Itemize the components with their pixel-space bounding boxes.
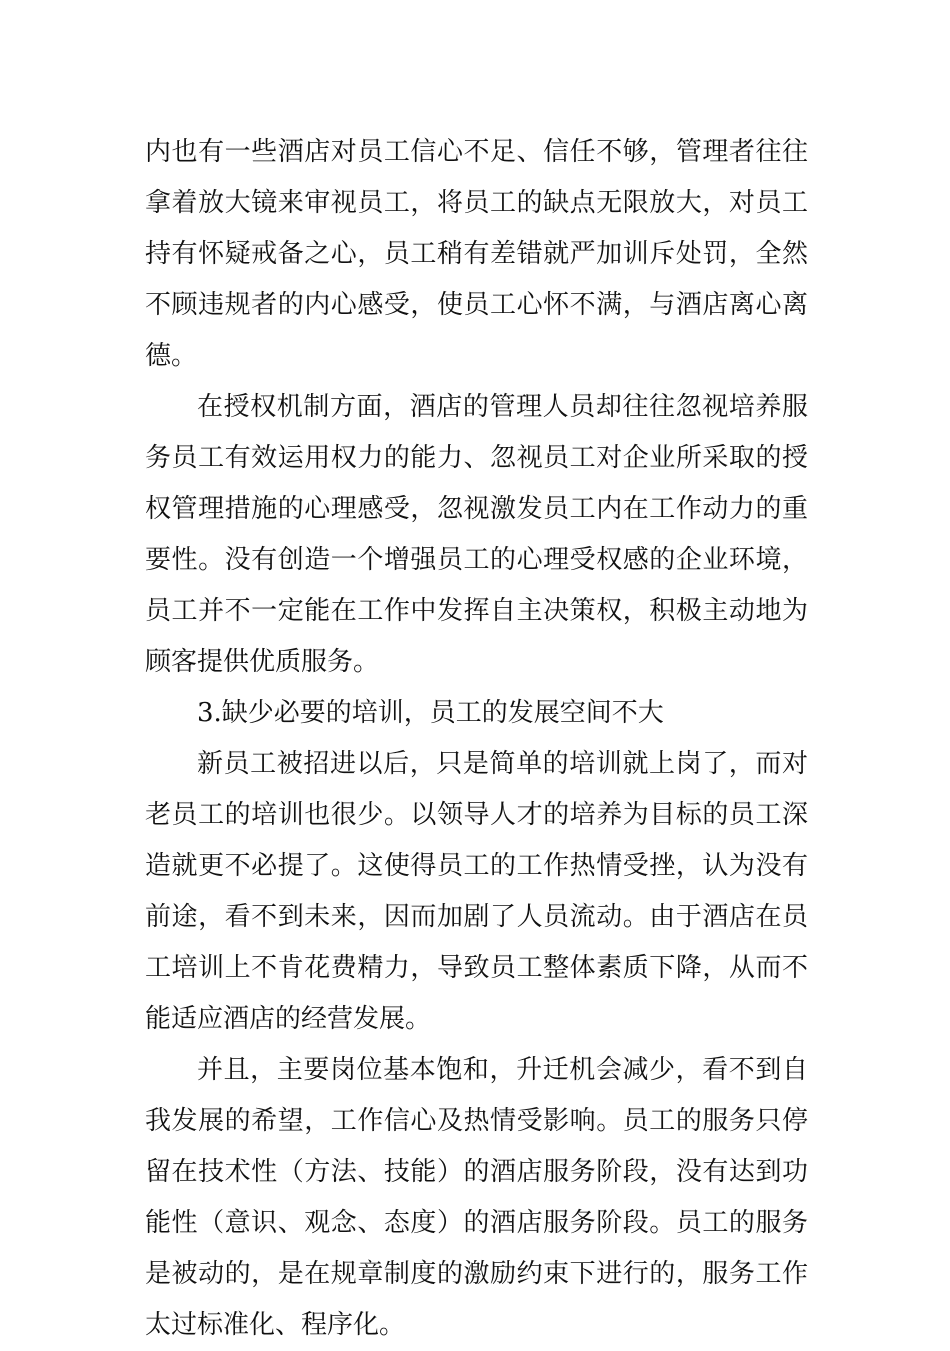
document-page bbox=[145, 127, 808, 1351]
paragraph-2: 在授权机制方面，酒店的管理人员却往往忽视培养服务员工有效运用权力的能力、忽视员工对企业所采取的授权管理措施的心理感受，忽视激发员工内在工作动力的重要性。没有创造一个增强员工的心理受权感的企业环境，员工并不一定能在工作中发挥自主决策权，积极主动地为顾客提供优质服务。 bbox=[145, 392, 808, 677]
section-heading: 3.缺少必要的培训，员工的发展空间不大 bbox=[197, 698, 664, 728]
paragraph-1: 内也有一些酒店对员工信心不足、信任不够，管理者往往拿着放大镜来审视员工，将员工的缺点无限放大，对员工持有怀疑戒备之心，员工稍有差错就严加训斥处罚，全然不顾违规者的内心感受，使员工心怀不满，与酒店离心离德。 bbox=[145, 137, 808, 371]
paragraph-3: 新员工被招进以后，只是简单的培训就上岗了，而对老员工的培训也很少。以领导人才的培养为目标的员工深造就更不必提了。这使得员工的工作热情受挫，认为没有前途，看不到未来，因而加剧了人员流动。由于酒店在员工培训上不肯花费精力，导致员工整体素质下降，从而不能适应酒店的经营发展。 bbox=[145, 749, 808, 1034]
paragraph-4: 并且，主要岗位基本饱和，升迁机会减少，看不到自我发展的希望，工作信心及热情受影响。员工的服务只停留在技术性（方法、技能）的酒店服务阶段，没有达到功能性（意识、观念、态度）的酒店服务阶段。员工的服务是被动的，是在规章制度的激励约束下进行的，服务工作太过标准化、程序化。 bbox=[145, 1055, 808, 1340]
